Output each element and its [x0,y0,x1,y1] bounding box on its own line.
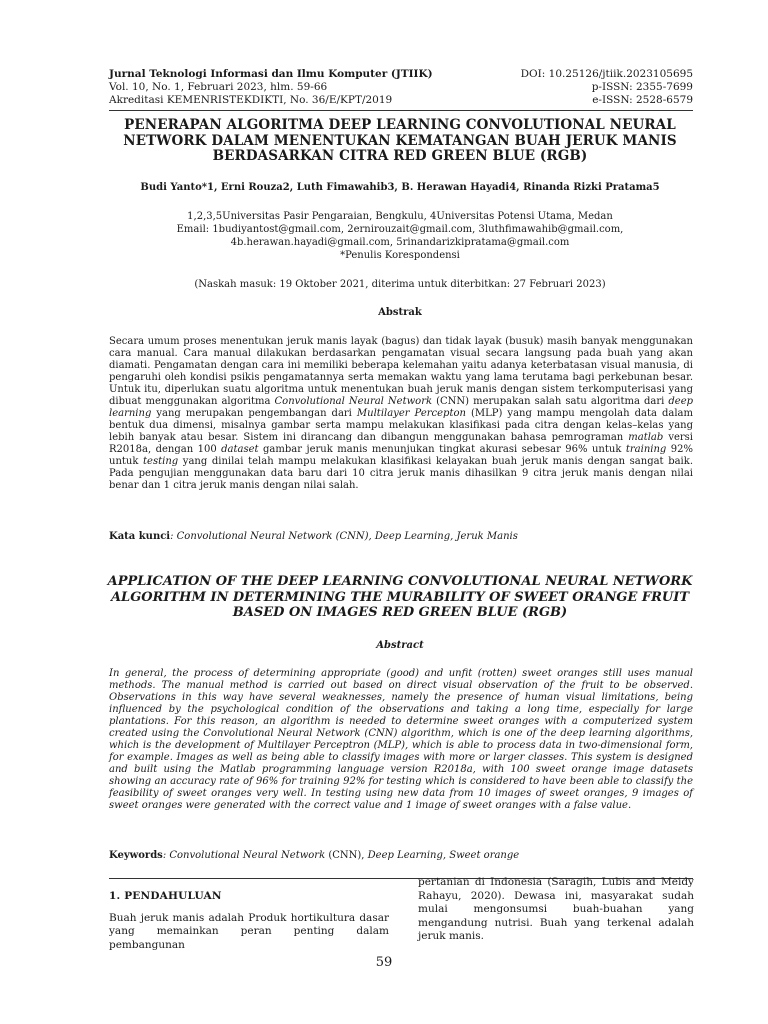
keywords: Keywords: Convolutional Neural Network (CNN), Deep Learning, Sweet orange [109,850,520,861]
header-divider [109,110,693,111]
body-text: Buah jeruk manis adalah Produk hortikultura dasar yang memainkan peran penting dalam pembangunan [109,911,389,951]
body-text: pertanian di Indonesia (Saragih, Lubis and Meidy Rahayu, 2020). Dewasa ini, masyarakat sudah mulai mengonsumsi buah-buahan yang mengandung nutrisi. Buah yang terkenal adalah jeruk manis. [418,876,694,942]
volume-info: Vol. 10, No. 1, Februari 2023, hlm. 59-66 [109,81,328,93]
accreditation: Akreditasi KEMENRISTEKDIKTI, No. 36/E/KPT/2019 [109,94,393,106]
p-issn: p-ISSN: 2355-7699 [591,81,693,93]
email-line: Email: 1budiyantost@gmail.com, 2ernirouzait@gmail.com, 3luthfimawahib@gmail.com, [176,224,624,235]
affiliations [100,210,700,262]
section-heading: 1. PENDAHULUAN [109,890,222,902]
e-issn: e-ISSN: 2528-6579 [592,94,693,106]
kata-kunci: Kata kunci: Convolutional Neural Network (CNN), Deep Learning, Jeruk Manis [109,531,518,542]
affiliation-line: 1,2,3,5Universitas Pasir Pengaraian, Bengkulu, 4Universitas Potensi Utama, Medan [187,211,613,222]
journal-name: Jurnal Teknologi Informasi dan Ilmu Komputer (JTIIK) [109,68,433,80]
author-list: Budi Yanto*1, Erni Rouza2, Luth Fimawahib3, B. Herawan Hayadi4, Rinanda Rizki Pratama5 [140,182,660,193]
page-number: 59 [375,955,393,970]
abstract-heading: Abstract [376,640,424,651]
paper-title-indonesian: PENERAPAN ALGORITMA DEEP LEARNING CONVOLUTIONAL NEURAL NETWORK DALAM MENENTUKAN KEMATANGAN BUAH JERUK MANIS BERDASARKAN CITRA RED GREEN BLUE (RGB) [123,117,677,164]
email-line: 4b.herawan.hayadi@gmail.com, 5rinandarizkipratama@gmail.com [230,237,570,248]
doi[interactable]: DOI: 10.25126/jtiik.2023105695 [520,68,693,80]
abstrak-heading: Abstrak [378,307,422,318]
column-left [109,890,389,952]
column-right [418,876,694,944]
abstrak-text: Secara umum proses menentukan jeruk manis layak (bagus) dan tidak layak (busuk) masih banyak menggunakan cara manual. Cara manual dilakukan berdasarkan pengamatan visual secara langsung pada buah yang akan diamati. Pengamatan dengan cara ini memiliki beberapa kelemahan yaitu adanya keterbatasan visual manusia, di pengaruhi oleh kondisi psikis pengamatannya serta memakan waktu yang lama terutama bagi perkebunan besar. Untuk itu, diperlukan suatu algoritma untuk menentukan buah jeruk manis dengan sistem terkomputerisasi yang dibuat menggunakan algoritma Convolutional Neural Network (CNN) merupakan salah satu algoritma dari deep learning yang merupakan pengembangan dari Multilayer Percepton (MLP) yang mampu mengolah data dalam bentuk dua dimensi, misalnya gambar serta mampu melakukan klasifikasi pada citra dengan kelas–kelas yang lebih banyak atau besar. Sistem ini dirancang dan dibangun menggunakan bahasa pemrograman matlab versi R2018a, dengan 100 dataset gambar jeruk manis menunjukan tingkat akurasi sebesar 96% untuk training 92% untuk testing yang dinilai telah mampu melakukan klasifikasi kelayakan buah jeruk manis dengan sangat baik. Pada pengujian menggunakan data baru dari 10 citra jeruk manis dihasilkan 9 citra jeruk manis dengan nilai benar dan 1 citra jeruk manis dengan nilai salah. [109,336,694,491]
abstract-text: In general, the process of determining appropriate (good) and unfit (rotten) sweet oranges still uses manual methods. The manual method is carried out based on direct visual observation of the fruit to be observed. Observations in this way have several weaknesses, namely the presence of human visual limitations, being influenced by the psychological condition of the observations and taking a long time, especially for large plantations. For this reason, an algorithm is needed to determine sweet oranges with a computerized system created using the Convolutional Neural Network (CNN) algorithm, which is one of the deep learning algorithms, which is the development of Multilayer Perceptron (MLP), which is able to process data in two-dimensional form, for example. Images as well as being able to classify images with more or larger classes. This system is designed and built using the Matlab programming language version R2018a, with 100 sweet orange image datasets showing an accuracy rate of 96% for training 92% for testing which is considered to have been able to classify the feasibility of sweet oranges very well. In testing using new data from 10 images of sweet oranges, 9 images of sweet oranges were generated with the correct value and 1 image of sweet oranges with a false value. [109,668,693,811]
corresponding-author-note: *Penulis Korespondensi [340,250,460,261]
journal-header [109,68,693,107]
paper-title-english: APPLICATION OF THE DEEP LEARNING CONVOLUTIONAL NEURAL NETWORK ALGORITHM IN DETERMINING THE MURABILITY OF SWEET ORANGE FRUIT BASED ON IMAGES RED GREEN BLUE (RGB) [107,574,693,620]
received-dates: (Naskah masuk: 19 Oktober 2021, diterima untuk diterbitkan: 27 Februari 2023) [194,279,606,290]
